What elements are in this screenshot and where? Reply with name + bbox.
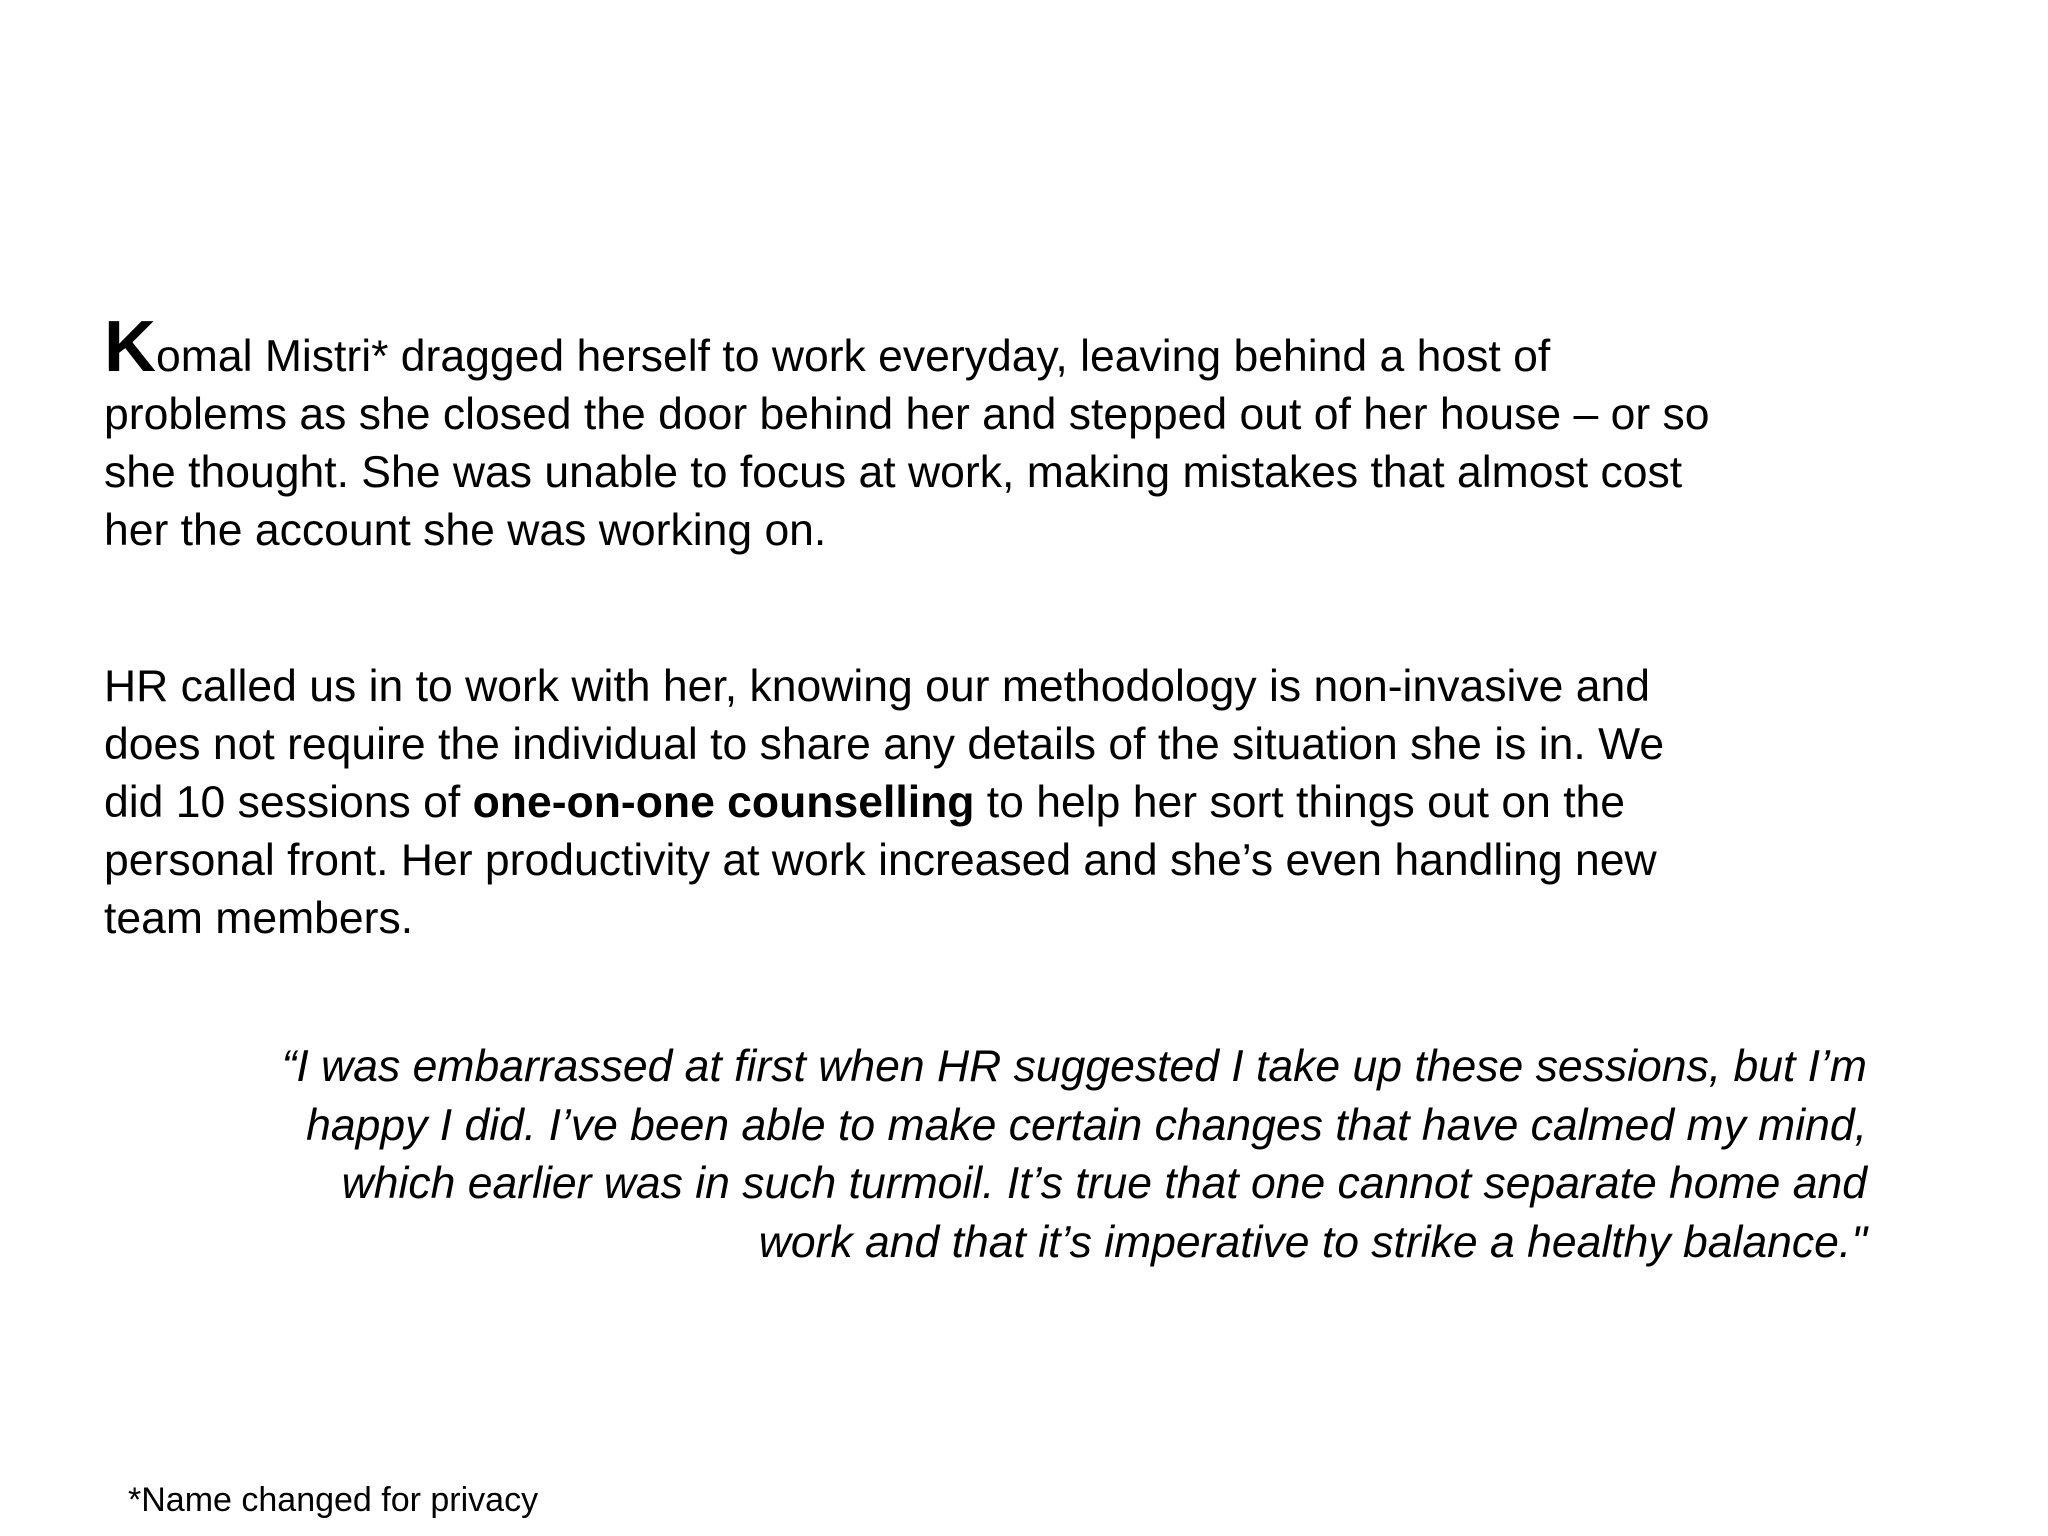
paragraph-1-line-2: problems as she closed the door behind her and stepped out of her house – or so [104,390,1710,439]
footnote: *Name changed for privacy [128,1481,539,1519]
counselling-highlight: one-on-one counselling [472,778,975,827]
story-paragraph-1 [104,307,1904,560]
quote-line-2: happy I did. I’ve been able to make certain changes that have calmed my mind, [306,1100,1867,1150]
paragraph-1-line-3: she thought. She was unable to focus at work, making mistakes that almost cost [104,448,1683,497]
paragraph-1-line-1: omal Mistri* dragged herself to work everyday, leaving behind a host of [156,332,1551,381]
story-paragraph-2 [104,658,1904,948]
paragraph-2-line-3-prefix: did 10 sessions of [104,778,473,827]
paragraph-1-line-4: her the account she was working on. [104,506,827,555]
paragraph-2-line-5: team members. [104,894,414,943]
drop-cap: K [104,307,156,387]
quote-line-1: “I was embarrassed at first when HR suggested I take up these sessions, but I’m [281,1042,1867,1091]
paragraph-2-line-1: HR called us in to work with her, knowing our methodology is non-invasive and [104,662,1650,711]
paragraph-2-line-4: personal front. Her productivity at work increased and she’s even handling new [104,836,1657,885]
paragraph-2-line-3-suffix: to help her sort things out on the [974,778,1626,827]
paragraph-2-line-2: does not require the individual to share any details of the situation she is in. We [104,720,1665,769]
quote-line-3: which earlier was in such turmoil. It’s true that one cannot separate home and [341,1159,1867,1208]
quote-line-4: work and that it’s imperative to strike a healthy balance." [758,1217,1867,1267]
testimonial-quote [104,1038,1867,1272]
